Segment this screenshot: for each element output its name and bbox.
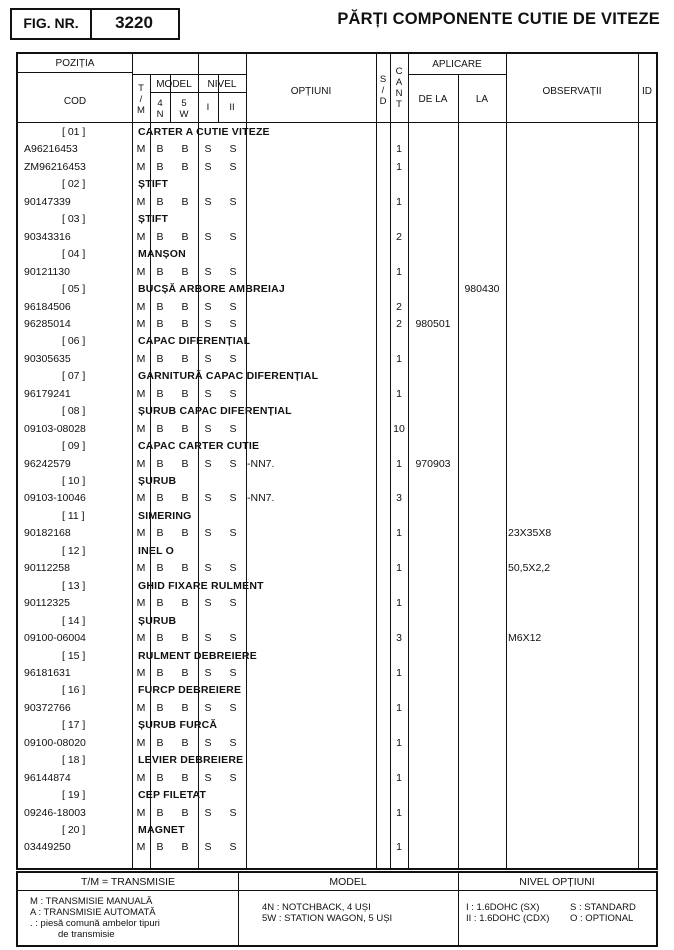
nivel-ii-value: S: [229, 387, 237, 400]
model-5w-value: B: [181, 632, 189, 644]
transmission-value: M: [136, 666, 146, 679]
part-code: 09103-08028: [24, 422, 86, 435]
model-5w-value: B: [181, 527, 189, 540]
quantity-value: 3: [396, 492, 402, 505]
model-4n-value: B: [156, 527, 164, 540]
part-name: ȘTIFT: [138, 178, 169, 191]
position-label: [ 18 ]: [62, 754, 86, 767]
position-label: [ 15 ]: [62, 649, 86, 662]
model-5w-value: B: [181, 701, 189, 714]
part-code: 90305635: [24, 352, 71, 365]
transmission-value: M: [136, 736, 146, 749]
transmission-value: M: [136, 562, 146, 575]
model-5w-value: B: [181, 666, 189, 679]
nivel-ii-value: S: [229, 666, 237, 679]
nivel-ii-value: S: [229, 562, 237, 575]
part-name: FURCP DEBREIERE: [138, 684, 242, 697]
transmission-value: M: [136, 300, 146, 313]
nivel-ii-value: S: [229, 492, 237, 505]
quantity-value: 3: [396, 632, 402, 644]
from-date: 980501: [415, 317, 451, 330]
nivel-i-value: S: [204, 492, 212, 505]
nivel-ii-value: S: [229, 143, 237, 156]
quantity-value: 1: [396, 195, 402, 208]
nivel-ii-value: S: [229, 771, 237, 784]
position-label: [ 03 ]: [62, 213, 86, 226]
transmission-value: M: [136, 597, 146, 610]
model-4n-value: B: [156, 841, 164, 854]
nivel-ii-value: S: [229, 195, 237, 208]
part-name: ȘURUB: [138, 614, 177, 627]
part-code: 96179241: [24, 387, 71, 400]
nivel-i-value: S: [204, 195, 212, 208]
model-5w-value: B: [181, 422, 189, 435]
part-name: ȘTIFT: [138, 213, 169, 226]
col-optiuni: OPȚIUNI: [290, 86, 332, 97]
position-label: [ 14 ]: [62, 614, 86, 627]
model-5w-value: B: [181, 387, 189, 400]
option-value: -NN7.: [247, 457, 275, 470]
part-name: SIMERING: [138, 509, 192, 522]
transmission-value: M: [136, 457, 146, 470]
part-code: 96285014: [24, 317, 71, 330]
model-4n-value: B: [156, 230, 164, 243]
model-4n-value: B: [156, 317, 164, 330]
to-date: 980430: [464, 282, 500, 295]
part-name: RULMENT DEBREIERE: [138, 649, 257, 662]
col-tm: T / M: [137, 83, 145, 116]
nivel-i-value: S: [204, 701, 212, 714]
legend-nivel-line: S : STANDARD: [570, 902, 636, 913]
quantity-value: 1: [396, 457, 402, 470]
col-model-4n: 4 N: [156, 98, 164, 120]
model-4n-value: B: [156, 806, 164, 819]
nivel-i-value: S: [204, 771, 212, 784]
model-5w-value: B: [181, 300, 189, 313]
part-name: CAPAC DIFERENȚIAL: [138, 335, 251, 348]
quantity-value: 1: [396, 387, 402, 400]
nivel-i-value: S: [204, 632, 212, 644]
part-code: A96216453: [24, 143, 78, 156]
legend-nivel-line: O : OPTIONAL: [570, 913, 634, 924]
nivel-ii-value: S: [229, 527, 237, 540]
part-code: 90343316: [24, 230, 71, 243]
part-code: 03449250: [24, 841, 71, 854]
from-date: 970903: [415, 457, 451, 470]
quantity-value: 1: [396, 736, 402, 749]
position-label: [ 09 ]: [62, 440, 86, 453]
quantity-value: 1: [396, 841, 402, 854]
nivel-ii-value: S: [229, 422, 237, 435]
transmission-value: M: [136, 143, 146, 156]
quantity-value: 1: [396, 143, 402, 156]
nivel-i-value: S: [204, 230, 212, 243]
nivel-i-value: S: [204, 317, 212, 330]
col-model: MODEL: [156, 79, 192, 90]
col-de-la: DE LA: [418, 94, 448, 105]
nivel-ii-value: S: [229, 230, 237, 243]
legend-model-line: 4N : NOTCHBACK, 4 UȘI: [262, 902, 371, 913]
model-4n-value: B: [156, 632, 164, 644]
fig-number: 3220: [115, 13, 153, 32]
col-cod: COD: [63, 96, 87, 107]
position-label: [ 06 ]: [62, 335, 86, 348]
part-code: 90112258: [24, 562, 70, 575]
model-5w-value: B: [181, 195, 189, 208]
part-code: 90147339: [24, 195, 71, 208]
quantity-value: 1: [396, 806, 402, 819]
model-5w-value: B: [181, 736, 189, 749]
nivel-i-value: S: [204, 422, 212, 435]
position-label: [ 05 ]: [62, 283, 86, 295]
model-5w-value: B: [181, 265, 189, 278]
nivel-i-value: S: [204, 265, 212, 278]
transmission-value: M: [136, 492, 146, 505]
col-observatii: OBSERVAȚII: [542, 86, 602, 97]
position-label: [ 11 ]: [62, 509, 85, 522]
part-code: 96242579: [24, 457, 71, 470]
part-code: 96144874: [24, 771, 71, 784]
transmission-value: M: [136, 265, 146, 278]
position-label: [ 13 ]: [62, 579, 86, 592]
legend-tm-line: de transmisie: [58, 929, 115, 940]
part-name: ȘURUB: [138, 475, 177, 487]
nivel-ii-value: S: [229, 597, 237, 610]
part-name: BUCȘĂ ARBORE AMBREIAJ: [138, 283, 285, 295]
nivel-i-value: S: [204, 841, 212, 854]
position-label: [ 17 ]: [62, 719, 86, 732]
quantity-value: 1: [396, 352, 402, 365]
model-5w-value: B: [181, 806, 189, 819]
part-code: ZM96216453: [24, 160, 86, 173]
nivel-i-value: S: [204, 666, 212, 679]
col-sd: S / D: [379, 74, 387, 107]
model-4n-value: B: [156, 666, 164, 679]
quantity-value: 2: [396, 300, 402, 313]
part-name: CARTER A CUTIE VITEZE: [138, 126, 270, 138]
nivel-i-value: S: [204, 562, 212, 575]
col-la: LA: [475, 94, 489, 105]
nivel-i-value: S: [204, 160, 212, 173]
quantity-value: 1: [396, 527, 402, 540]
part-name: GHID FIXARE RULMENT: [138, 579, 264, 592]
transmission-value: M: [136, 195, 146, 208]
position-label: [ 20 ]: [62, 824, 86, 836]
legend: [16, 871, 658, 947]
nivel-i-value: S: [204, 736, 212, 749]
part-name: CAPAC CARTER CUTIE: [138, 440, 260, 453]
nivel-ii-value: S: [229, 632, 237, 644]
part-name: INEL O: [138, 544, 175, 557]
part-name: GARNITURĂ CAPAC DIFERENȚIAL: [138, 370, 319, 383]
part-code: 90112325: [24, 597, 70, 610]
model-4n-value: B: [156, 597, 164, 610]
nivel-ii-value: S: [229, 701, 237, 714]
model-4n-value: B: [156, 771, 164, 784]
model-4n-value: B: [156, 701, 164, 714]
part-code: 96181631: [24, 666, 71, 679]
legend-tm-title: T/M = TRANSMISIE: [80, 876, 176, 888]
model-4n-value: B: [156, 492, 164, 505]
observation-value: 23X35X8: [508, 527, 552, 540]
transmission-value: M: [136, 230, 146, 243]
model-5w-value: B: [181, 771, 189, 784]
part-code: 90121130: [24, 265, 70, 278]
transmission-value: M: [136, 352, 146, 365]
quantity-value: 2: [396, 317, 402, 330]
part-code: 09100-06004: [24, 632, 86, 644]
nivel-ii-value: S: [229, 317, 237, 330]
position-label: [ 07 ]: [62, 370, 86, 383]
position-label: [ 16 ]: [62, 684, 86, 697]
part-code: 90372766: [24, 701, 71, 714]
transmission-value: M: [136, 632, 146, 644]
col-nivel: NIVEL: [207, 79, 237, 90]
model-5w-value: B: [181, 597, 189, 610]
quantity-value: 1: [396, 265, 402, 278]
part-name: CEP FILETAT: [138, 789, 207, 802]
part-name: ȘURUB CAPAC DIFERENȚIAL: [138, 405, 292, 418]
col-nivel-i: I: [206, 102, 210, 113]
part-code: 09103-10046: [24, 492, 86, 505]
position-label: [ 10 ]: [62, 475, 86, 487]
model-5w-value: B: [181, 317, 189, 330]
part-name: MAGNET: [138, 824, 185, 836]
nivel-ii-value: S: [229, 841, 237, 854]
col-id: ID: [642, 86, 652, 97]
model-5w-value: B: [181, 841, 189, 854]
part-code: 09100-08020: [24, 736, 86, 749]
nivel-i-value: S: [204, 457, 212, 470]
nivel-i-value: S: [204, 352, 212, 365]
model-5w-value: B: [181, 143, 189, 156]
model-5w-value: B: [181, 457, 189, 470]
transmission-value: M: [136, 806, 146, 819]
transmission-value: M: [136, 841, 146, 854]
nivel-ii-value: S: [229, 265, 237, 278]
quantity-value: 1: [396, 666, 402, 679]
nivel-ii-value: S: [229, 300, 237, 313]
col-aplicare: APLICARE: [432, 59, 482, 70]
part-name: ȘURUB FURCĂ: [138, 719, 218, 732]
model-4n-value: B: [156, 352, 164, 365]
transmission-value: M: [136, 422, 146, 435]
transmission-value: M: [136, 317, 146, 330]
quantity-value: 1: [396, 597, 402, 610]
nivel-i-value: S: [204, 597, 212, 610]
model-4n-value: B: [156, 300, 164, 313]
col-model-5w: 5 W: [179, 98, 189, 120]
part-code: 90182168: [24, 527, 71, 540]
parts-table: [16, 52, 658, 870]
option-value: -NN7.: [247, 492, 275, 505]
observation-value: M6X12: [508, 632, 542, 644]
legend-model-title: MODEL: [329, 876, 367, 888]
nivel-ii-value: S: [229, 160, 237, 173]
transmission-value: M: [136, 387, 146, 400]
transmission-value: M: [136, 701, 146, 714]
quantity-value: 1: [396, 771, 402, 784]
col-pozitia: POZIȚIA: [55, 58, 95, 69]
legend-tm-line: M : TRANSMISIE MANUALĂ: [30, 896, 153, 907]
model-5w-value: B: [181, 160, 189, 173]
legend-model-line: 5W : STATION WAGON, 5 UȘI: [262, 913, 393, 924]
page-title: PĂRȚI COMPONENTE CUTIE DE VITEZE: [337, 10, 660, 28]
position-label: [ 08 ]: [62, 405, 86, 418]
legend-tm-line: . : piesă comună ambelor tipuri: [30, 918, 160, 929]
model-5w-value: B: [181, 230, 189, 243]
legend-nivel-line: I : 1.6DOHC (SX): [466, 902, 540, 913]
observation-value: 50,5X2,2: [508, 562, 551, 575]
nivel-ii-value: S: [229, 457, 237, 470]
transmission-value: M: [136, 527, 146, 540]
model-4n-value: B: [156, 562, 164, 575]
quantity-value: 1: [396, 562, 402, 575]
nivel-ii-value: S: [229, 806, 237, 819]
model-4n-value: B: [156, 736, 164, 749]
col-nivel-ii: II: [229, 102, 235, 113]
model-4n-value: B: [156, 160, 164, 173]
model-4n-value: B: [156, 143, 164, 156]
fig-label: FIG. NR.: [23, 15, 79, 31]
model-5w-value: B: [181, 352, 189, 365]
position-label: [ 04 ]: [62, 248, 86, 261]
quantity-value: 1: [396, 701, 402, 714]
table-body: [18, 124, 656, 868]
nivel-i-value: S: [204, 806, 212, 819]
part-code: 09246-18003: [24, 806, 86, 819]
nivel-ii-value: S: [229, 352, 237, 365]
nivel-ii-value: S: [229, 736, 237, 749]
legend-nivel-line: II : 1.6DOHC (CDX): [466, 913, 550, 924]
position-label: [ 02 ]: [62, 178, 86, 191]
model-4n-value: B: [156, 195, 164, 208]
model-4n-value: B: [156, 387, 164, 400]
quantity-value: 1: [396, 160, 402, 173]
position-label: [ 01 ]: [62, 126, 86, 138]
legend-nivel-title: NIVEL OPȚIUNI: [519, 876, 595, 888]
position-label: [ 12 ]: [62, 544, 86, 557]
position-label: [ 19 ]: [62, 789, 86, 802]
model-5w-value: B: [181, 492, 189, 505]
nivel-i-value: S: [204, 387, 212, 400]
legend-tm-line: A : TRANSMISIE AUTOMATĂ: [30, 907, 156, 918]
model-4n-value: B: [156, 422, 164, 435]
col-cant: C A N T: [395, 66, 403, 110]
quantity-value: 10: [393, 422, 405, 435]
part-name: LEVIER DEBREIERE: [138, 754, 244, 767]
nivel-i-value: S: [204, 143, 212, 156]
model-4n-value: B: [156, 265, 164, 278]
quantity-value: 2: [396, 230, 402, 243]
model-5w-value: B: [181, 562, 189, 575]
transmission-value: M: [136, 771, 146, 784]
part-code: 96184506: [24, 300, 71, 313]
part-name: MANȘON: [138, 248, 186, 261]
nivel-i-value: S: [204, 300, 212, 313]
transmission-value: M: [136, 160, 146, 173]
nivel-i-value: S: [204, 527, 212, 540]
model-4n-value: B: [156, 457, 164, 470]
